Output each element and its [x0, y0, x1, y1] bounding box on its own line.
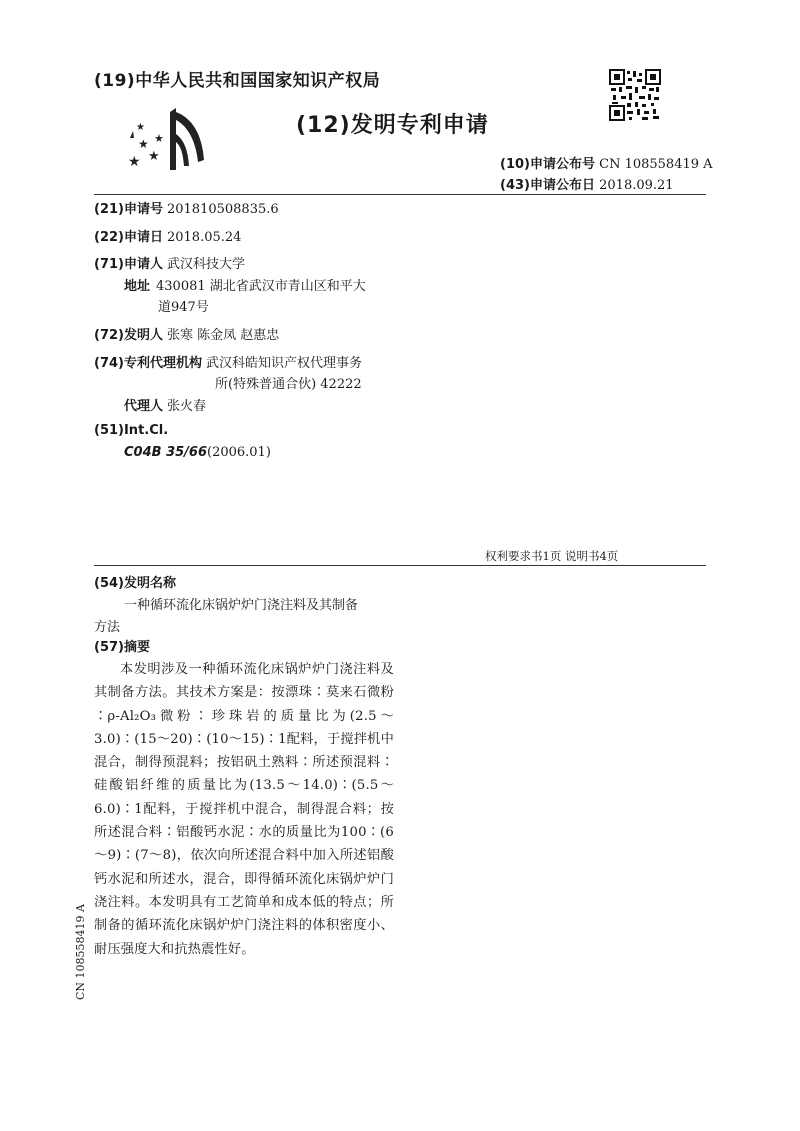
- svg-text:★: ★: [138, 137, 149, 151]
- publication-date-label: (43)申请公布日: [500, 178, 595, 193]
- agent: 张火春: [167, 399, 207, 414]
- inventors: 张寒 陈金凤 赵惠忠: [166, 328, 280, 343]
- applicant-label: (71)申请人: [94, 257, 163, 272]
- side-publication-number: CN 108558419 A: [74, 904, 87, 1000]
- invention-title-label-row: [94, 572, 176, 591]
- invention-title-line-1: 一种循环流化床锅炉炉门浇注料及其制备: [124, 598, 359, 613]
- int-cl-label: (51)Int.Cl.: [94, 423, 169, 438]
- agency-line-1: 武汉科皓知识产权代理事务: [205, 356, 362, 371]
- filing-date-label: (22)申请日: [94, 230, 163, 245]
- inventors-row: [94, 324, 279, 343]
- application-number-row: [94, 198, 279, 217]
- agency-line-2: 所(特殊普通合伙) 42222: [215, 377, 362, 392]
- inventors-label: (72)发明人: [94, 328, 163, 343]
- abstract-label-row: [94, 636, 150, 655]
- svg-text:★: ★: [148, 149, 160, 164]
- agent-label: 代理人: [124, 399, 164, 414]
- application-number: 201810508835.6: [166, 202, 279, 217]
- invention-title-label: (54)发明名称: [94, 576, 176, 591]
- patent-office-name: (19)中华人民共和国国家知识产权局: [94, 71, 381, 91]
- int-cl-version: (2006.01): [207, 445, 271, 460]
- publication-number-row: [500, 153, 713, 172]
- svg-text:★: ★: [136, 122, 145, 133]
- int-cl-row: [94, 423, 168, 438]
- applicant-row: [94, 253, 245, 272]
- publication-number: CN 108558419 A: [599, 157, 713, 172]
- document-kind-title: (12)发明专利申请: [296, 113, 489, 138]
- svg-text:★: ★: [154, 132, 164, 145]
- address-row: [124, 275, 366, 294]
- svg-text:★: ★: [128, 154, 141, 170]
- applicant: 武汉科技大学: [166, 257, 245, 272]
- application-number-label: (21)申请号: [94, 202, 163, 217]
- qr-code[interactable]: [609, 69, 661, 125]
- address-line-2: 道947号: [158, 300, 209, 315]
- filing-date-row: [94, 226, 241, 245]
- header-divider: [94, 194, 706, 195]
- address-line-1: 430081 湖北省武汉市青山区和平大: [156, 279, 366, 294]
- filing-date: 2018.05.24: [166, 230, 242, 245]
- page-count-info: 权利要求书1页 说明书4页: [485, 549, 619, 563]
- invention-title-line-2: 方法: [94, 620, 121, 635]
- address-label: 地址: [124, 279, 151, 294]
- agent-row: [124, 395, 206, 414]
- int-cl-classification: [124, 445, 271, 460]
- agency-label: (74)专利代理机构: [94, 356, 202, 371]
- abstract-label: (57)摘要: [94, 640, 150, 655]
- publication-date-row: [500, 174, 674, 193]
- abstract-text: 本发明涉及一种循环流化床锅炉炉门浇注料及其制备方法。其技术方案是：按漂珠∶莫来石微粉∶ρ-Al₂O₃微粉∶珍珠岩的质量比为(2.5～3.0)∶(15～20)∶(10～15)∶1配料，于搅拌机中混合，制得预混料；按铝矾土熟料∶所述预混料∶硅酸铝纤维的质量比为(13.5～14.0)∶(5.5～6.0)∶1配料，于搅拌机中混合，制得混合料；按所述混合料∶铝酸钙水泥∶水的质量比为100∶(6～9)∶(7～8)，依次向所述混合料中加入所述铝酸钙水泥和所述水，混合，即得循环流化床锅炉炉门浇注料。本发明具有工艺简单和成本低的特点；所制备的循环流化床锅炉炉门浇注料的体积密度小、耐压强度大和抗热震性好。: [94, 662, 394, 957]
- agency-row: [94, 352, 362, 371]
- int-cl-code: C04B 35/66: [124, 445, 207, 460]
- patent-office-logo: [126, 104, 212, 178]
- publication-number-label: (10)申请公布号: [500, 157, 595, 172]
- pages-divider: [94, 565, 706, 566]
- publication-date: 2018.09.21: [599, 178, 674, 193]
